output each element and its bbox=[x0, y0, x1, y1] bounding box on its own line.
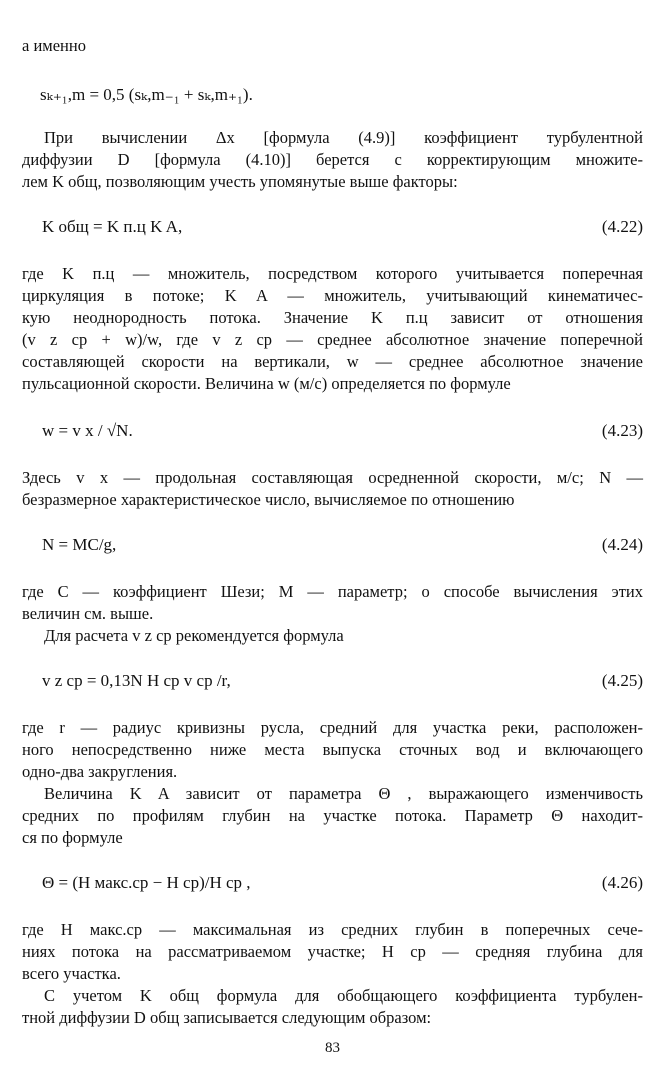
p5-line-1: где r — радиус кривизны русла, средний для участка реки, расположен- bbox=[22, 718, 643, 737]
eq-number-4-23: (4.23) bbox=[601, 421, 643, 440]
p4-line-3: Для расчета v z ср рекомендуется формула bbox=[44, 626, 344, 645]
p5-line-2: ного непосредственно ниже места выпуска сточных вод и включающего bbox=[22, 740, 643, 759]
p7-line-1: где H макс.ср — максимальная из средних глубин в поперечных сече- bbox=[22, 920, 643, 939]
p6-line-2: средних по профилям глубин на участке потока. Параметр Θ находит- bbox=[22, 806, 643, 825]
p6-line-1: Величина K A зависит от параметра Θ , выражающего изменчивость bbox=[44, 784, 643, 803]
eq-number-4-25: (4.25) bbox=[601, 671, 643, 690]
formula-4-22: K общ = K п.ц K A, bbox=[42, 217, 183, 236]
p1-line-2: диффузии D [формула (4.10)] берется с корректирующим множите- bbox=[22, 150, 643, 169]
p8-line-1: С учетом K общ формула для обобщающего коэффициента турбулен- bbox=[44, 986, 643, 1005]
formula-4-23: w = v x / √N. bbox=[42, 421, 133, 440]
p3-line-1: Здесь v x — продольная составляющая осредненной скорости, м/с; N — bbox=[22, 468, 643, 487]
p2-line-4: (v z ср + w)/w, где v z ср — среднее абсолютное значение поперечной bbox=[22, 330, 643, 349]
intro-line: а именно bbox=[22, 36, 86, 55]
p3-line-2: безразмерное характеристическое число, вычисляемое по отношению bbox=[22, 490, 515, 509]
p6-line-3: ся по формуле bbox=[22, 828, 123, 847]
p2-line-5: составляющей скорости на вертикали, w — среднее абсолютное значение bbox=[22, 352, 643, 371]
p2-line-2: циркуляция в потоке; K A — множитель, учитывающий кинематичес- bbox=[22, 286, 643, 305]
p4-line-1: где C — коэффициент Шези; M — параметр; о способе вычисления этих bbox=[22, 582, 643, 601]
p8-line-2: тной диффузии D общ записывается следующим образом: bbox=[22, 1008, 432, 1027]
page-number: 83 bbox=[325, 1040, 340, 1056]
p7-line-3: всего участка. bbox=[22, 964, 121, 983]
formula-4-26: Θ = (H макс.ср − H ср)/H ср , bbox=[42, 873, 251, 892]
p1-line-1: При вычислении Δx [формула (4.9)] коэффициент турбулентной bbox=[44, 128, 643, 147]
formula-4-24: N = MC/g, bbox=[42, 535, 117, 554]
p2-line-6: пульсационной скорости. Величина w (м/с) определяется по формуле bbox=[22, 374, 511, 393]
eq-number-4-26: (4.26) bbox=[601, 873, 643, 892]
p2-line-1: где K п.ц — множитель, посредством которого учитывается поперечная bbox=[22, 264, 643, 283]
formula-4-25: v z ср = 0,13N H ср v ср /r, bbox=[42, 671, 231, 690]
p2-line-3: кую неоднородность потока. Значение K п.ц зависит от отношения bbox=[22, 308, 643, 327]
p5-line-3: одно-два закругления. bbox=[22, 762, 178, 781]
eq-number-4-24: (4.24) bbox=[601, 535, 643, 554]
formula-s: sₖ₊₁,m = 0,5 (sₖ,m₋₁ + sₖ,m₊₁). bbox=[40, 85, 253, 104]
eq-number-4-22: (4.22) bbox=[601, 217, 643, 236]
p4-line-2: величин см. выше. bbox=[22, 604, 154, 623]
p1-line-3: лем K общ, позволяющим учесть упомянутые выше факторы: bbox=[22, 172, 458, 191]
p7-line-2: ниях потока на рассматриваемом участке; H ср — средняя глубина для bbox=[22, 942, 643, 961]
